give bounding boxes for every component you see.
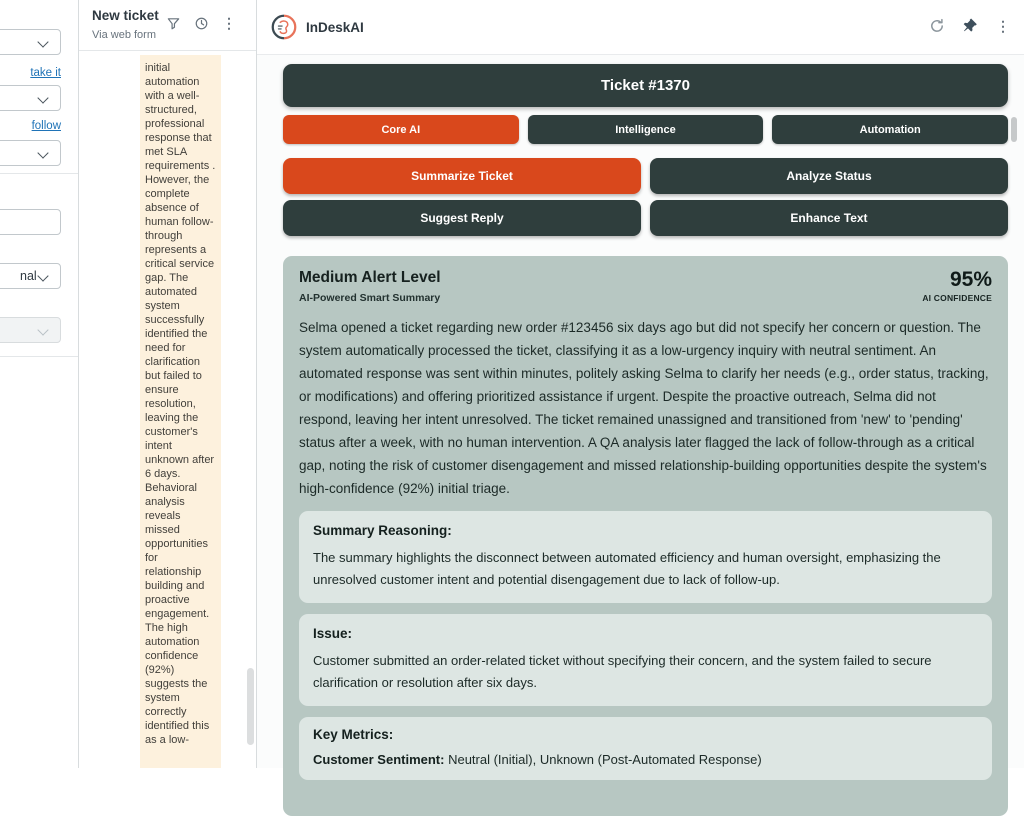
summary-subtitle: AI-Powered Smart Summary	[299, 292, 441, 304]
ai-summary-sidebar-text: initial automation with a well-structured, professional response that met SLA requirements . However, the complete absence of human follow-through represents a critical service gap. The automated system successfully identified the need for clarification but failed to ensure resolution, leaving the customer's intent unknown after 6 days. Behavioral analysis reveals missed opportunities for relationship building and proactive engagement. The high automation confidence (92%) suggests the system correctly identified this as a low-	[140, 55, 221, 768]
history-icon[interactable]	[193, 15, 209, 31]
tab-bar	[283, 115, 1008, 144]
app-title: InDeskAI	[306, 20, 364, 35]
section-text: The summary highlights the disconnect between automated efficiency and human oversight, emphasizing the unresolved customer intent and potential disengagement due to lack of follow-up.	[313, 550, 941, 587]
new-ticket-header	[79, 0, 256, 51]
smart-summary-card	[283, 256, 1008, 816]
new-ticket-panel	[79, 0, 257, 768]
priority-select-value: nal	[20, 269, 37, 283]
chevron-down-icon	[37, 36, 48, 47]
summary-reasoning-section	[299, 511, 992, 603]
new-ticket-title: New ticket	[92, 8, 159, 23]
overflow-menu-icon[interactable]: ⋮	[222, 15, 236, 31]
indeskai-content	[257, 55, 1024, 816]
pin-icon[interactable]	[961, 17, 979, 35]
action-buttons	[283, 158, 1008, 236]
filter-icon[interactable]	[165, 15, 181, 31]
summarize-ticket-button[interactable]: Summarize Ticket	[283, 158, 641, 194]
divider	[0, 173, 78, 174]
analyze-status-button[interactable]: Analyze Status	[650, 158, 1008, 194]
scrollbar-thumb[interactable]	[1011, 117, 1017, 142]
confidence-label: AI CONFIDENCE	[922, 293, 992, 303]
tab-intelligence[interactable]: Intelligence	[528, 115, 764, 144]
ticket-number-banner: Ticket #1370	[283, 64, 1008, 107]
indeskai-panel	[257, 0, 1024, 768]
key-metrics-section	[299, 717, 992, 780]
tab-core-ai[interactable]: Core AI	[283, 115, 519, 144]
overflow-menu-icon[interactable]: ⋮	[996, 18, 1010, 34]
ticket-form-panel	[0, 0, 79, 768]
indeskai-logo-icon	[269, 12, 299, 42]
alert-level-title: Medium Alert Level	[299, 269, 441, 286]
form-select-2[interactable]	[0, 85, 61, 111]
form-text-input[interactable]	[0, 209, 61, 235]
metric-customer-sentiment	[313, 750, 978, 770]
take-it-link[interactable]: take it	[30, 67, 61, 79]
suggest-reply-button[interactable]: Suggest Reply	[283, 200, 641, 236]
form-select-3[interactable]	[0, 140, 61, 166]
section-text: Customer submitted an order-related ticket without specifying their concern, and the system failed to secure clarification or resolution after six days.	[313, 653, 932, 690]
indeskai-header	[257, 0, 1024, 55]
scrollbar-thumb[interactable]	[247, 668, 254, 745]
priority-select[interactable]	[0, 263, 61, 289]
section-heading: Issue:	[313, 626, 353, 641]
section-heading: Summary Reasoning:	[313, 523, 452, 538]
summary-body: Selma opened a ticket regarding new order #123456 six days ago but did not specify her concern or question. The system automatically processed the ticket, classifying it as a low-urgency inquiry with neutral sentiment. An automated response was sent within minutes, politely asking Selma to clarify her needs (e.g., order status, tracking, or modifications) and offering prioritized assistance if urgent. Despite the proactive outreach, Selma did not respond, leaving her intent unresolved. The ticket remained unassigned and transitioned from 'new' to 'pending' status after a week, with no human intervention. A QA analysis later flagged the lack of follow-through as a critical gap, noting the risk of customer disengagement and missed relationship-building opportunities despite the system's high-confidence (92%) initial triage.	[299, 320, 989, 496]
form-select-1[interactable]	[0, 29, 61, 55]
form-select-disabled	[0, 317, 61, 343]
chevron-down-icon	[37, 147, 48, 158]
chevron-down-icon	[37, 324, 48, 335]
refresh-icon[interactable]	[928, 17, 946, 35]
ticket-channel-label: Via web form	[92, 29, 156, 41]
enhance-text-button[interactable]: Enhance Text	[650, 200, 1008, 236]
confidence-value: 95%	[949, 268, 992, 291]
issue-section	[299, 614, 992, 706]
metric-value: Neutral (Initial), Unknown (Post-Automated Response)	[444, 752, 762, 767]
tab-automation[interactable]: Automation	[772, 115, 1008, 144]
divider	[0, 356, 78, 357]
chevron-down-icon	[37, 92, 48, 103]
section-heading: Key Metrics:	[313, 727, 394, 742]
metric-label: Customer Sentiment:	[313, 752, 445, 767]
follow-link[interactable]: follow	[31, 120, 61, 132]
